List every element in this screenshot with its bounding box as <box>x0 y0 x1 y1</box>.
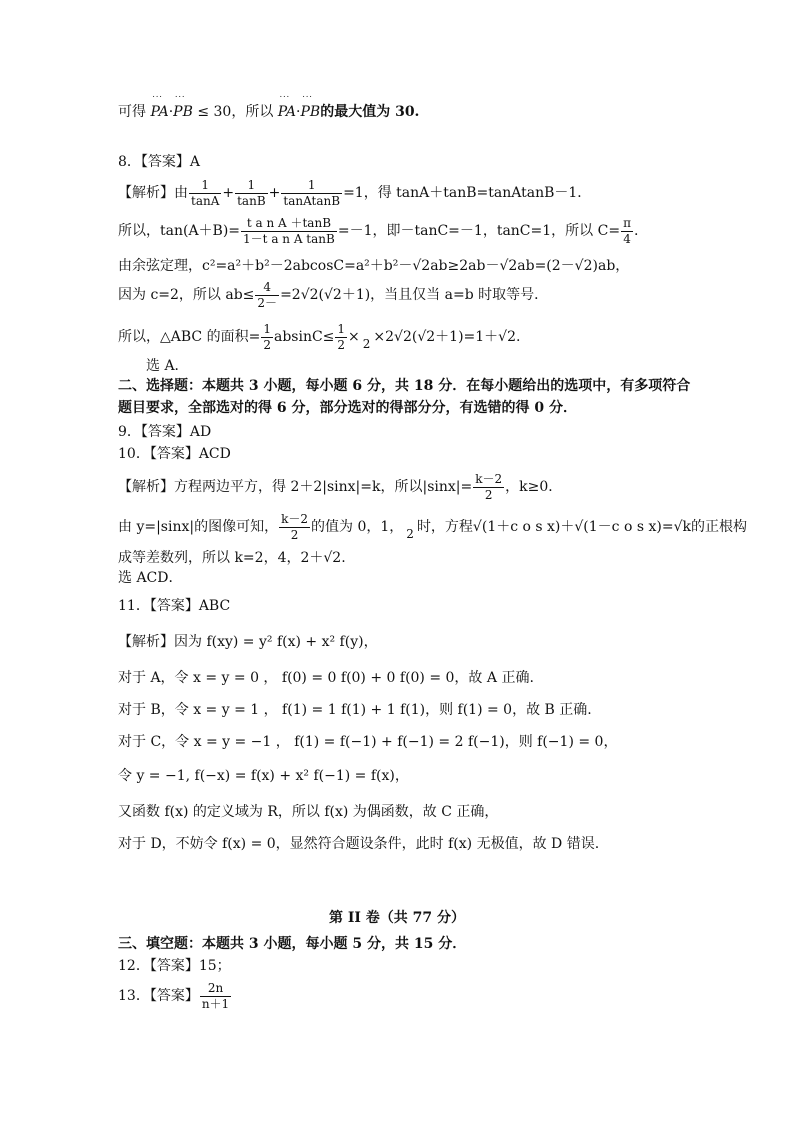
q8-answer: 8．【答案】A <box>118 154 201 170</box>
text: 所以，△ABC 的面积= <box>118 329 261 345</box>
text: =－1，即－tanC=－1，tanC=1，所以 C= <box>337 223 621 239</box>
q11-solution-line-4: 对于 C，令 x = y = −1 ， f(1) = f(−1) + f(−1) = 2 f(−1)，则 f(−1) = 0， <box>118 734 618 750</box>
fraction <box>255 280 279 311</box>
denominator: 2 <box>263 337 271 352</box>
denominator: 2－ <box>257 295 278 310</box>
text: ×2√2(√2＋1)=1＋√2. <box>373 329 521 345</box>
q13-answer: 13．【答案】 <box>118 988 199 1004</box>
text: =1，得 tanA＋tanB=tanAtanB－1． <box>343 185 592 201</box>
text: absinC≤ <box>273 329 335 345</box>
section-2-heading-1: 二、选择题：本题共 3 小题，每小题 6 分，共 18 分．在每小题给出的选项中，有多项符合 <box>118 378 691 394</box>
q10-solution-line-2 <box>118 510 747 544</box>
numerator: k－2 <box>475 471 503 486</box>
text: 由 y=|sinx|的图像可知， <box>118 519 279 535</box>
vector-result-line <box>118 102 734 122</box>
text: =2√2(√2＋1)，当且仅当 a=b 时取等号． <box>280 287 549 303</box>
fraction <box>335 322 347 353</box>
vector-pb: ˙˙˙ PB <box>300 102 320 122</box>
vector-pa: ˙˙˙ PA <box>150 102 168 122</box>
numerator: 2n <box>200 981 231 997</box>
q10-choice: 选 ACD． <box>118 570 183 586</box>
q12-answer: 12．【答案】15； <box>118 958 231 974</box>
fraction <box>473 472 504 503</box>
q8-solution-line-1 <box>118 176 734 210</box>
q10-solution-line-3: 成等差数列，所以 k=2，4，2＋√2. <box>118 550 346 566</box>
section-2-heading-2: 题目要求，全部选对的得 6 分，部分选对的得部分分，有选错的得 0 分． <box>118 400 577 416</box>
text: 【解析】方程两边平方，得 2＋2|sinx|=k，所以|sinx|= <box>118 479 473 495</box>
q11-solution-line-5: 令 y = −1, f(−x) = f(x) + x² f(−1) = f(x)， <box>118 768 409 784</box>
q9-answer: 9．【答案】AD <box>118 424 212 440</box>
q8-solution-line-3: 由余弦定理，c²=a²＋b²－2abcosC=a²＋b²－√2ab≥2ab－√2ab=(2－√2)ab， <box>118 258 630 274</box>
numerator: 1 <box>189 178 221 194</box>
q8-solution-line-2 <box>118 214 734 248</box>
text: 可得 <box>118 104 146 120</box>
numerator: 1 <box>281 178 342 194</box>
fraction <box>189 178 221 209</box>
section-3-heading: 三、填空题：本题共 3 小题，每小题 5 分，共 15 分． <box>118 936 467 952</box>
numerator: 1 <box>263 321 271 336</box>
numerator: 4 <box>255 280 279 296</box>
text: 的值为 0，1， <box>311 519 404 535</box>
q11-solution-line-2: 对于 A，令 x = y = 0 ， f(0) = 0 f(0) + 0 f(0) = 0，故 A 正确. <box>118 670 534 686</box>
part-2-title: 第 II 卷（共 77 分） <box>328 910 466 926</box>
denominator: 2 <box>484 487 493 502</box>
q11-solution-line-3: 对于 B，令 x = y = 1 ， f(1) = 1 f(1) + 1 f(1)，则 f(1) = 0，故 B 正确. <box>118 702 592 718</box>
denominator: 4 <box>623 231 631 246</box>
denominator: 2 <box>290 527 299 542</box>
fraction <box>621 216 633 247</box>
text: . <box>633 223 639 239</box>
q11-solution-line-6: 又函数 f(x) 的定义域为 R，所以 f(x) 为偶函数，故 C 正确， <box>118 804 499 820</box>
plus: + <box>222 185 235 201</box>
q8-choice: 选 A． <box>146 358 189 374</box>
fraction <box>279 512 310 543</box>
denominator: tanA <box>191 193 220 208</box>
fraction <box>200 981 231 1012</box>
q11-answer: 11．【答案】ABC <box>118 598 231 614</box>
text: ，k≥0． <box>505 479 563 495</box>
numerator: 1 <box>337 321 346 336</box>
numerator: 1 <box>235 178 268 194</box>
q8-solution-line-5 <box>118 320 734 354</box>
denominator: 1－t a n A tanB <box>243 231 335 246</box>
text: 因为 c=2，所以 ab≤ <box>118 287 255 303</box>
denominator: 2 <box>406 527 414 541</box>
vector-pa: ˙˙˙ PA <box>278 102 296 122</box>
denominator: 2 <box>362 337 371 351</box>
vector-pb: ˙˙˙ PB <box>173 102 193 122</box>
denominator: tanB <box>237 193 266 208</box>
text: 时，方程√(1＋c o s x)＋√(1－c o s x)=√k的正根构 <box>416 519 747 535</box>
q8-solution-line-4 <box>118 278 734 312</box>
q10-answer: 10．【答案】ACD <box>118 446 231 462</box>
denominator: n＋1 <box>201 996 230 1011</box>
q11-solution-line-1: 【解析】因为 f(xy) = y² f(x) + x² f(y)， <box>118 634 378 650</box>
fraction <box>281 178 342 209</box>
dot: · <box>296 104 301 120</box>
q13-answer-line <box>118 978 734 1014</box>
text: 所以，tan(A＋B)= <box>118 223 241 239</box>
fraction <box>235 178 268 209</box>
text: ≤ 30，所以 <box>197 104 274 120</box>
text: 【解析】由 <box>118 185 188 201</box>
fraction <box>241 216 337 247</box>
numerator: π <box>623 215 631 230</box>
fraction <box>361 322 373 352</box>
text: 的最大值为 30. <box>320 104 420 120</box>
dot: · <box>168 104 174 120</box>
text: × <box>348 329 360 345</box>
numerator: t a n A ＋tanB <box>241 216 337 232</box>
denominator: 2 <box>337 337 346 352</box>
numerator: k－2 <box>281 511 309 526</box>
q11-solution-line-7: 对于 D，不妨令 f(x) = 0，显然符合题设条件，此时 f(x) 无极值，故 D 错误. <box>118 836 600 852</box>
q10-solution-line-1 <box>118 470 734 504</box>
fraction <box>261 322 273 353</box>
plus: + <box>268 185 281 201</box>
denominator: tanAtanB <box>283 193 341 208</box>
fraction <box>404 512 416 542</box>
